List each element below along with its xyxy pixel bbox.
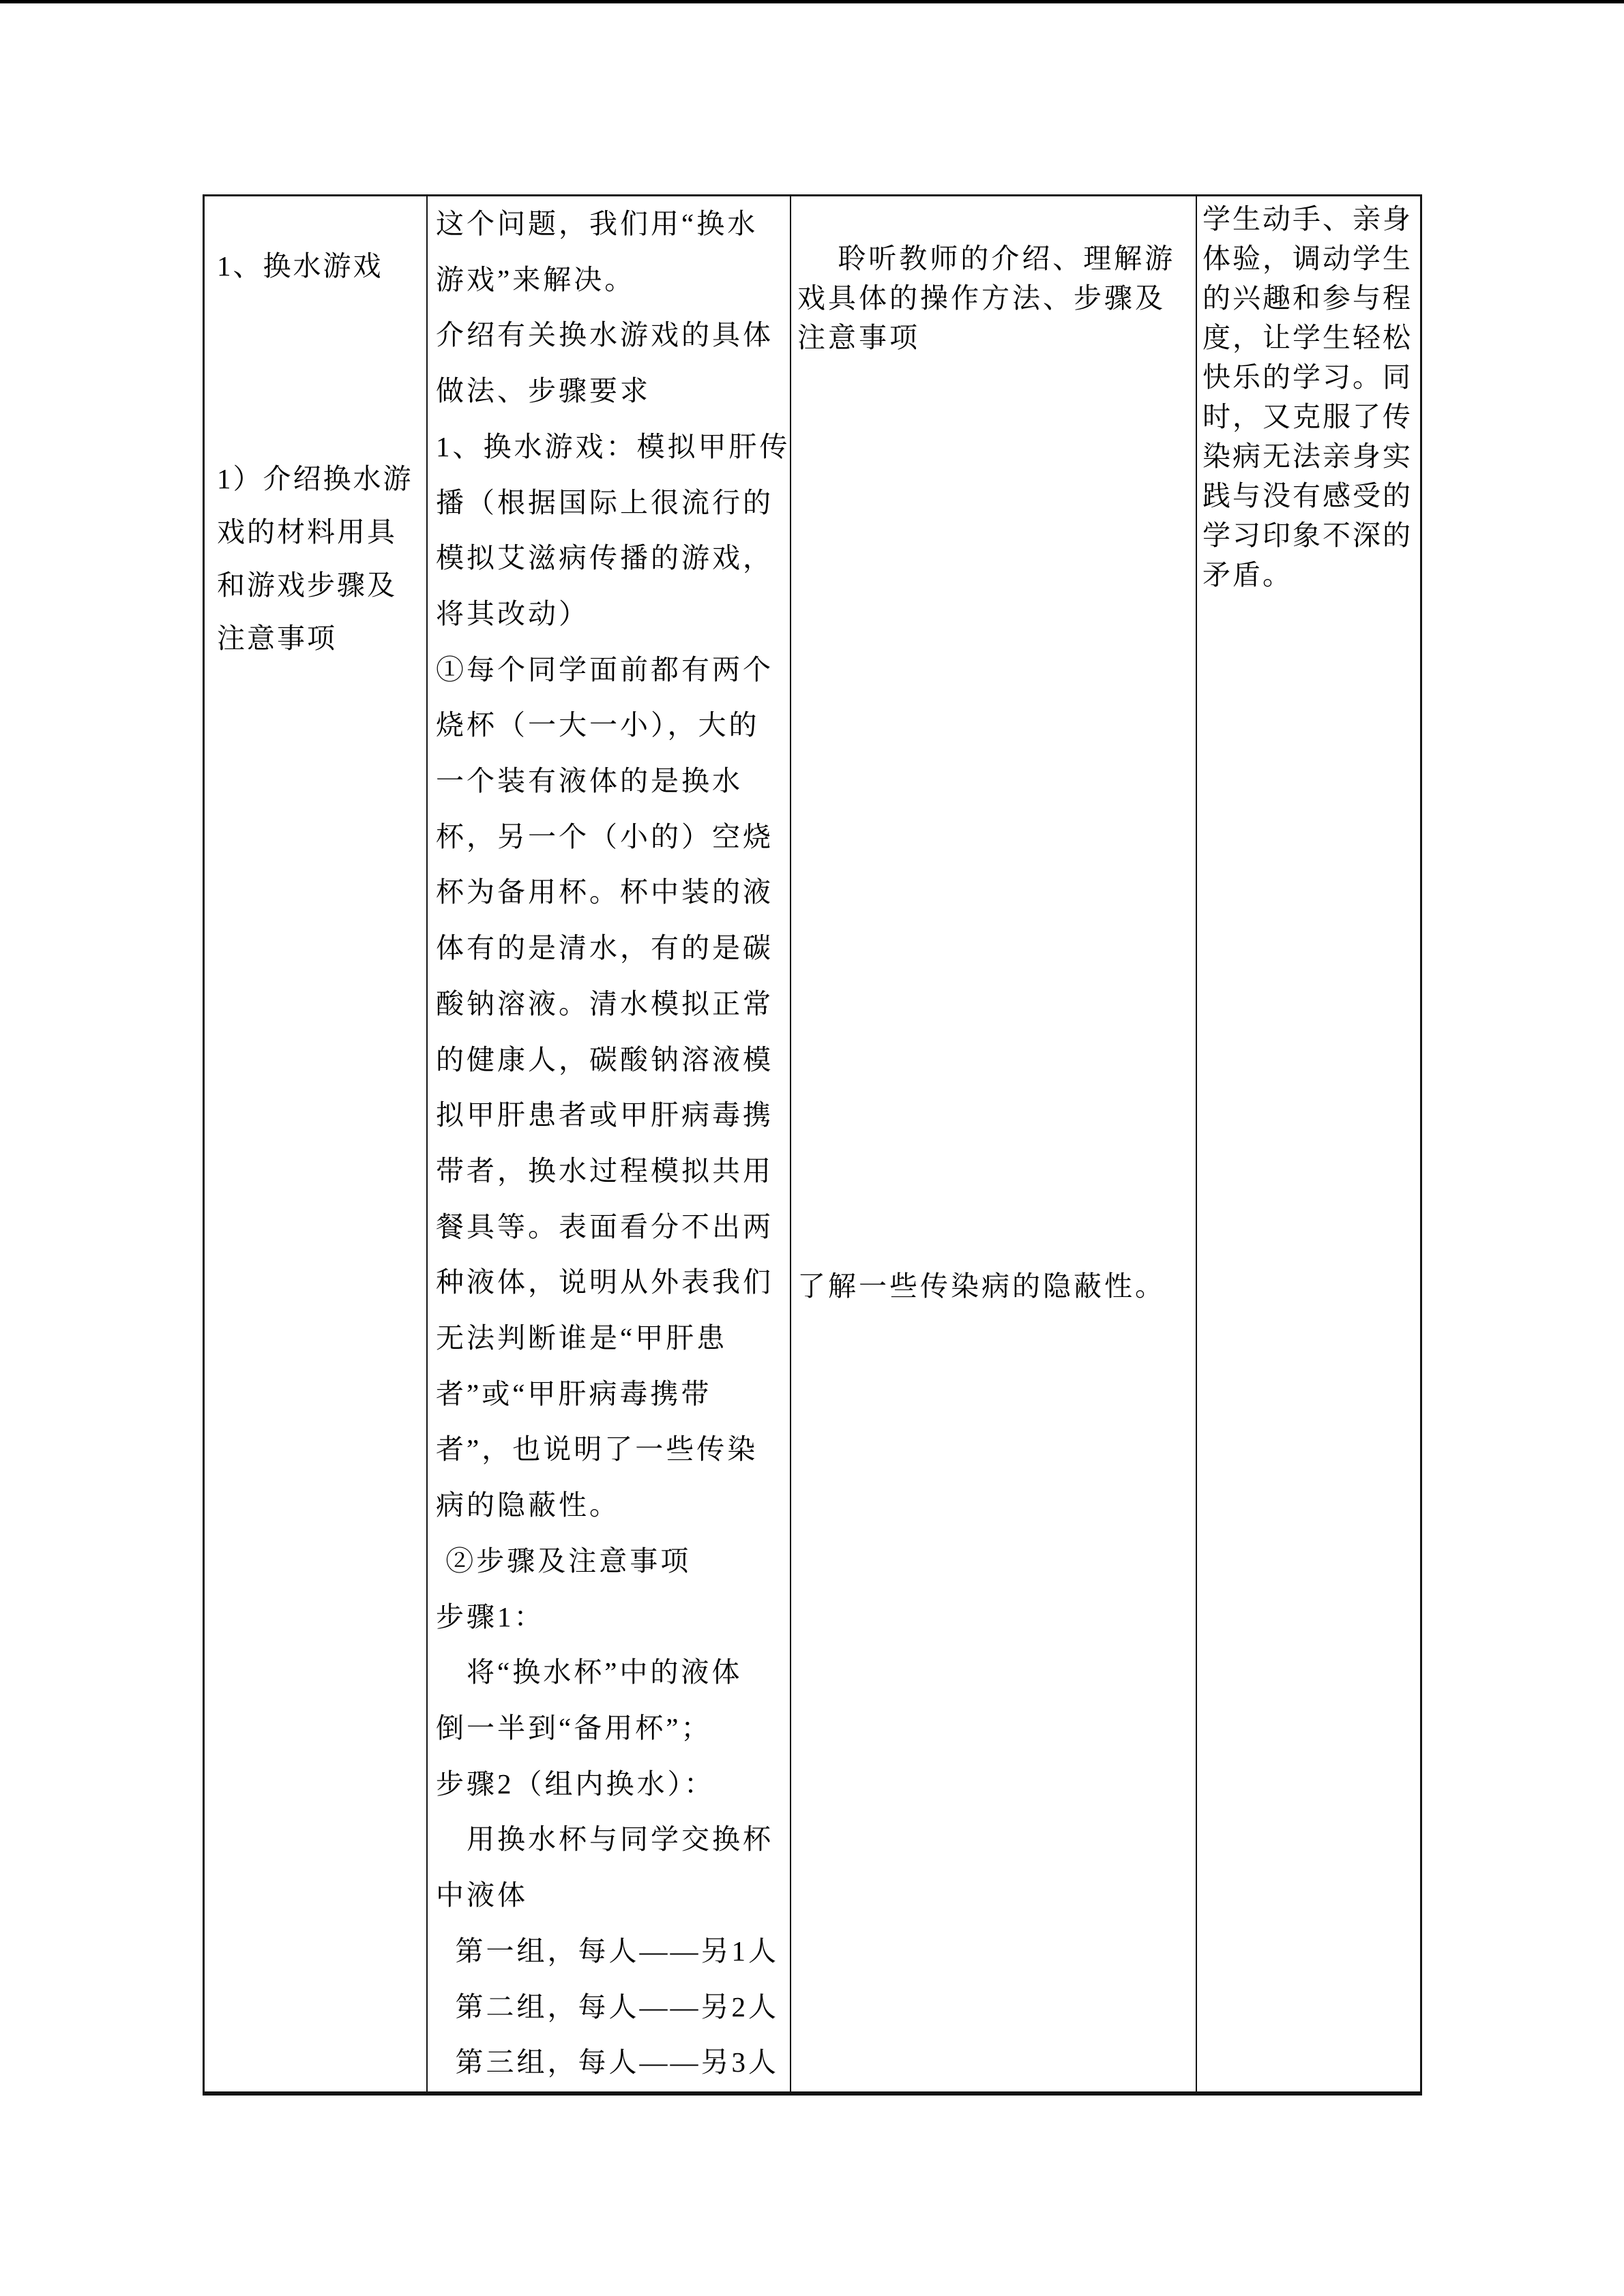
scan-edge-strip xyxy=(0,0,1624,3)
text-line: ①每个同学面前都有两个 xyxy=(436,653,773,685)
paragraph-game-heading xyxy=(217,239,426,293)
text-line: 步骤2（组内换水）： xyxy=(436,1768,715,1800)
text-line: 1、换水游戏：模拟甲肝传 xyxy=(436,430,791,462)
paragraph-hidden-nature-insight xyxy=(797,1266,1196,1306)
text-line: 的兴趣和参与程 xyxy=(1202,282,1413,314)
text-line: 者”，也说明了一些传染 xyxy=(436,1433,758,1465)
paragraph-game-intro-item xyxy=(217,452,426,665)
text-line: 无法判断谁是“甲肝患 xyxy=(436,1322,728,1354)
text-line: 1、换水游戏 xyxy=(217,250,383,282)
text-line: 一个装有液体的是换水 xyxy=(436,765,743,797)
text-line: 践与没有感受的 xyxy=(1202,480,1413,511)
lesson-plan-table xyxy=(203,194,1422,2096)
text-line: 杯为备用杯。杯中装的液 xyxy=(436,876,773,908)
text-line: 和游戏步骤及 xyxy=(217,569,397,601)
text-line: 的健康人，碳酸钠溶液模 xyxy=(436,1043,773,1075)
paragraph-listen-instructions xyxy=(797,239,1196,357)
table-cell-activity-outline xyxy=(205,196,428,2091)
paragraph-design-rationale xyxy=(1202,199,1420,595)
text-line: 了解一些传染病的隐蔽性。 xyxy=(797,1270,1166,1302)
text-line: 注意事项 xyxy=(217,623,337,654)
text-line: 聆听教师的介绍、理解游 xyxy=(797,243,1176,274)
text-line: 第三组，每人——另3人 xyxy=(436,2046,779,2078)
text-line: 体有的是清水，有的是碳 xyxy=(436,932,773,964)
text-line: 将其改动） xyxy=(436,597,589,629)
text-line: 时，又克服了传 xyxy=(1202,401,1413,432)
text-line: 做法、步骤要求 xyxy=(436,375,651,407)
text-line: 学习印象不深的 xyxy=(1202,520,1413,551)
text-line: 烧杯（一大一小），大的 xyxy=(436,709,760,741)
text-line: 戏的材料用具 xyxy=(217,516,397,548)
text-line: 模拟艾滋病传播的游戏， xyxy=(436,542,773,574)
text-line: 种液体，说明从外表我们 xyxy=(436,1266,773,1298)
text-line: 这个问题，我们用“换水 xyxy=(436,208,758,239)
text-line: 倒一半到“备用杯”； xyxy=(436,1712,712,1744)
text-line: ②步骤及注意事项 xyxy=(436,1545,692,1577)
text-line: 步骤1： xyxy=(436,1600,545,1632)
text-line: 中液体 xyxy=(436,1879,528,1911)
text-line: 第一组，每人——另1人 xyxy=(436,1935,779,1967)
text-line: 用换水杯与同学交换杯 xyxy=(436,1823,773,1855)
text-line: 病的隐蔽性。 xyxy=(436,1489,620,1521)
text-line: 拟甲肝患者或甲肝病毒携 xyxy=(436,1099,773,1131)
text-line: 矛盾。 xyxy=(1202,559,1293,591)
paragraph-teacher-script xyxy=(436,196,790,2091)
text-line: 介绍有关换水游戏的具体 xyxy=(436,319,773,351)
text-line: 带者，换水过程模拟共用 xyxy=(436,1154,773,1187)
text-line: 者”或“甲肝病毒携带 xyxy=(436,1377,712,1410)
text-line: 将“换水杯”中的液体 xyxy=(436,1656,743,1688)
text-line: 染病无法亲身实 xyxy=(1202,441,1413,472)
text-line: 学生动手、亲身 xyxy=(1202,203,1413,235)
text-line: 注意事项 xyxy=(797,322,920,353)
text-line: 快乐的学习。同 xyxy=(1202,361,1413,393)
table-cell-teacher-activity xyxy=(428,196,791,2091)
text-line: 1）介绍换水游 xyxy=(217,463,413,494)
text-line: 体验，调动学生 xyxy=(1202,243,1413,274)
text-line: 游戏”来解决。 xyxy=(436,263,636,295)
text-line: 播（根据国际上很流行的 xyxy=(436,486,773,518)
text-line: 杯，另一个（小的）空烧 xyxy=(436,820,773,852)
text-line: 第二组，每人——另2人 xyxy=(436,1991,779,2023)
table-cell-design-intent xyxy=(1197,196,1420,2091)
text-line: 度，让学生轻松 xyxy=(1202,322,1413,353)
text-line: 餐具等。表面看分不出两 xyxy=(436,1210,773,1242)
text-line: 戏具体的操作方法、步骤及 xyxy=(797,282,1166,314)
table-cell-student-activity xyxy=(791,196,1197,2091)
text-line: 酸钠溶液。清水模拟正常 xyxy=(436,987,773,1019)
